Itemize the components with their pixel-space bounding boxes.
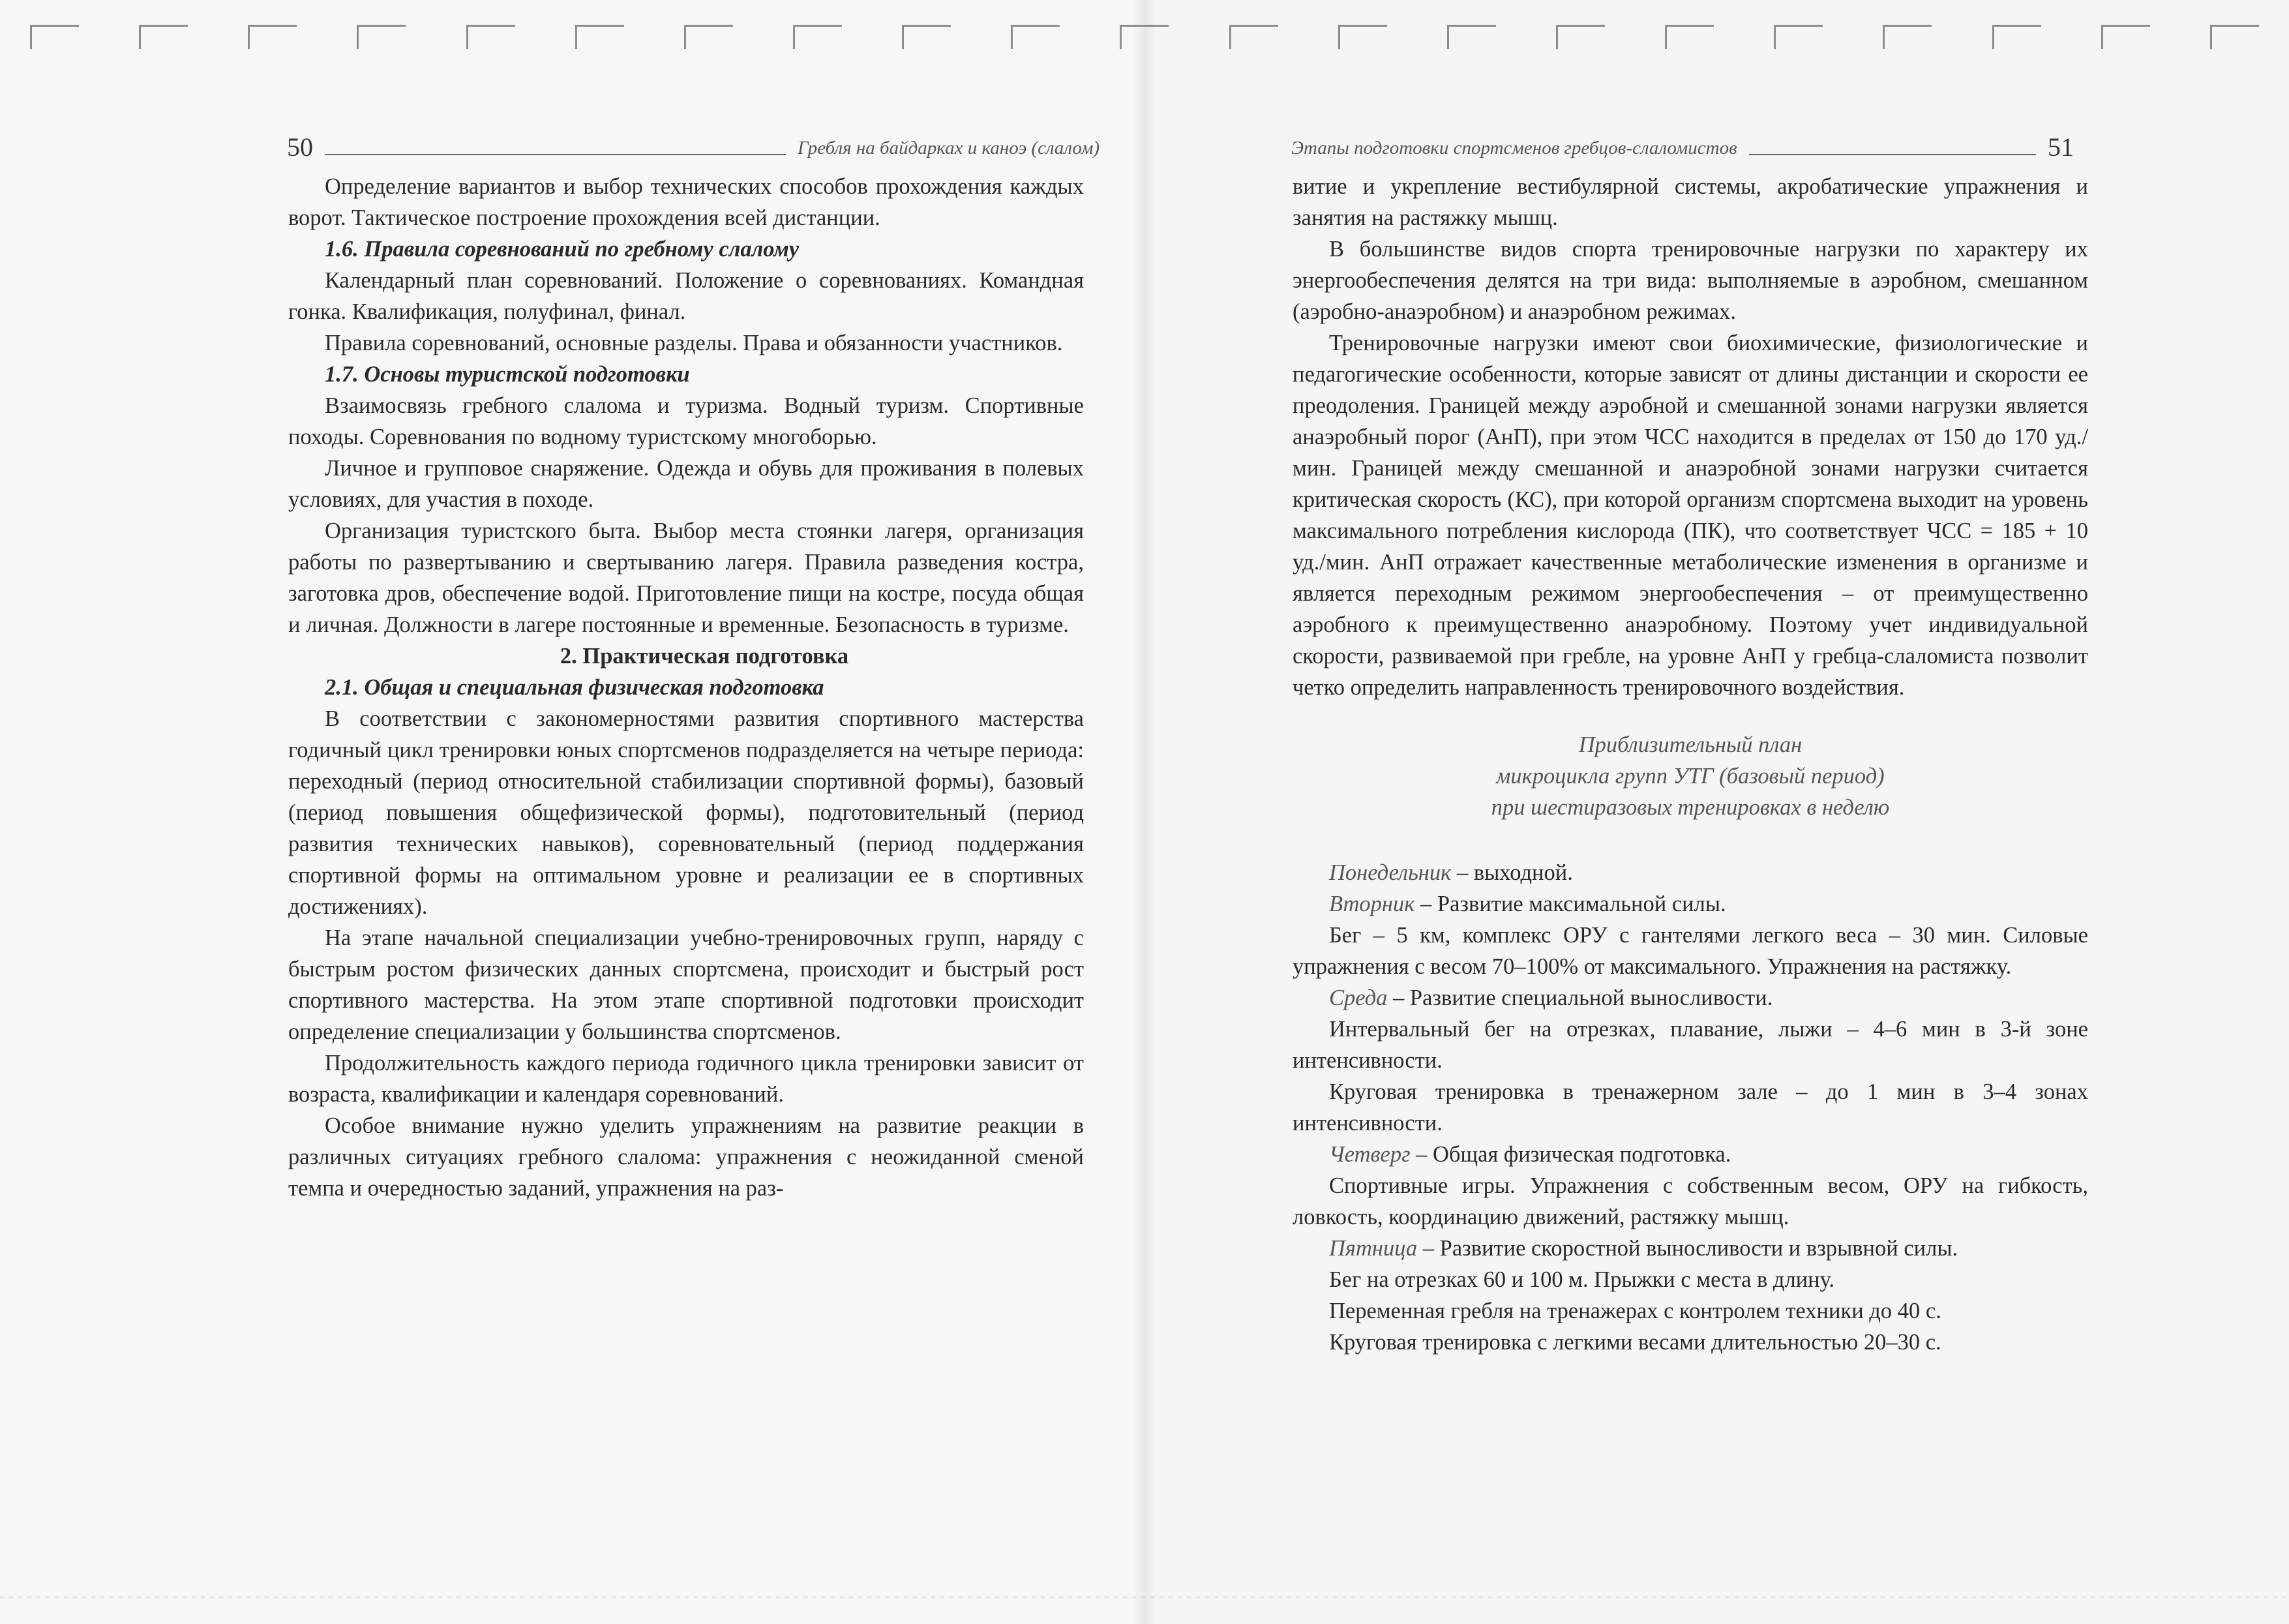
binding-mark xyxy=(30,25,79,49)
day-label: Вторник xyxy=(1329,892,1415,916)
header-rule xyxy=(1749,154,2036,155)
binding-mark xyxy=(248,25,297,49)
subsection-heading: 2.1. Общая и специальная физическая подготовка xyxy=(325,675,824,700)
paragraph: Бег на отрезках 60 и 100 м. Прыжки с места в длину. xyxy=(1329,1267,1835,1292)
schedule-monday xyxy=(1293,857,2088,888)
plan-title-line: Приблизительный план xyxy=(1578,732,1803,757)
paragraph: Спортивные игры. Упражнения с собственным весом, ОРУ на гибкость, ловкость, координацию движений, растяжку мышц. xyxy=(1293,1173,2088,1229)
binding-mark xyxy=(357,25,406,49)
binding-mark xyxy=(2210,25,2259,49)
paragraph: Организация туристского быта. Выбор места стоянки лагеря, организация работы по развертыванию и свертыванию лагеря. Правила разведения костра, заготовка дров, обеспечение водой. Приготовление пищи на костре, посуда общая и личная. Должности в лагере постоянные и временные. Безопасность в туризме. xyxy=(288,519,1084,637)
binding-mark xyxy=(139,25,188,49)
binding-mark xyxy=(793,25,842,49)
binding-mark xyxy=(1011,25,1060,49)
paragraph: В соответствии с закономерностями развития спортивного мастерства годичный цикл тренировки юных спортсменов подразделяется на четыре периода: переходный (период относительной стабилизации спортивной формы), базовый (период повышения общефизической формы), подготовительный (период развития технических навыков), соревновательный (период поддержания спортивной формы на оптимальном уровне и реализации ее в спортивных достижениях). xyxy=(288,706,1084,919)
binding-mark xyxy=(2101,25,2150,49)
binding-mark xyxy=(1120,25,1169,49)
binding-mark xyxy=(902,25,951,49)
plan-title-line: при шестиразовых тренировках в неделю xyxy=(1491,795,1890,820)
day-label: Среда xyxy=(1329,985,1388,1010)
binding-mark xyxy=(575,25,624,49)
section-title: 2. Практическая подготовка xyxy=(560,644,849,669)
binding-mark xyxy=(1883,25,1932,49)
left-running-head xyxy=(287,128,1100,160)
page-number-right: 51 xyxy=(2048,132,2074,162)
binding-mark xyxy=(466,25,515,49)
paragraph: Особое внимание нужно уделить упражнениям на развитие реакции в различных ситуациях гребного слалома: упражнения с неожиданной сменой темпа и очередностью заданий, упражнения на раз- xyxy=(288,1113,1084,1201)
paragraph: Тренировочные нагрузки имеют свои биохимические, физиологические и педагогические особенности, которые зависят от длины дистанции и скорости ее преодоления. Границей между аэробной и смешанной зонами нагрузки является анаэробный порог (АнП), при этом ЧСС находится в пределах от 150 до 170 уд./мин. Границей между смешанной и анаэробной зонами нагрузки считается критическая скорость (КС), при которой организм спортсмена выходит на уровень максимального потребления кислорода (ПК), что соответствует ЧСС = 185 + 10 уд./мин. АнП отражает качественные метаболические изменения в организме и является переходным режимом энергообеспечения – от преимущественно аэробного к преимущественно анаэробному. Поэтому учет индивидуальной скорости, развиваемой при гребле, на уровне АнП у гребца-слаломиста позволит четко определить направленность тренировочного воздействия. xyxy=(1293,331,2088,700)
subsection-heading: 1.7. Основы туристской подготовки xyxy=(325,362,690,387)
page-number-left: 50 xyxy=(287,132,313,162)
header-rule xyxy=(325,154,786,155)
binding-mark xyxy=(1556,25,1605,49)
day-description: – Развитие максимальной силы. xyxy=(1414,892,1726,916)
paragraph: Переменная гребля на тренажерах с контролем техники до 40 с. xyxy=(1329,1299,1941,1323)
paragraph: Определение вариантов и выбор технических способов прохождения каждых ворот. Тактическое построение прохождения всей дистанции. xyxy=(288,174,1084,230)
paragraph: Круговая тренировка в тренажерном зале – до 1 мин в 3–4 зонах интенсивности. xyxy=(1293,1079,2088,1135)
left-text-column xyxy=(288,171,1084,1204)
binding-mark xyxy=(684,25,733,49)
right-text-column xyxy=(1293,171,2088,1358)
day-description: – выходной. xyxy=(1451,860,1573,885)
paragraph: На этапе начальной специализации учебно-тренировочных групп, наряду с быстрым ростом физических данных спортсмена, происходит и быстрый рост спортивного мастерства. На этом этапе спортивной подготовки происходит определение специализации у большинства спортсменов. xyxy=(288,925,1084,1044)
binding-mark xyxy=(1774,25,1823,49)
binding-mark xyxy=(1992,25,2041,49)
binding-marks xyxy=(0,25,2289,51)
subsection-heading: 1.6. Правила соревнований по гребному слалому xyxy=(325,237,800,262)
book-gutter xyxy=(1133,0,1156,1624)
schedule-wednesday xyxy=(1293,982,2088,1014)
paragraph: В большинстве видов спорта тренировочные нагрузки по характеру их энергообеспечения делятся на три вида: выполняемые в аэробном, смешанном (аэробно-анаэробном) и анаэробном режимах. xyxy=(1293,237,2088,324)
day-label: Пятница xyxy=(1329,1236,1418,1261)
paragraph: Правила соревнований, основные разделы. Права и обязанности участников. xyxy=(325,331,1063,355)
binding-mark xyxy=(1229,25,1278,49)
day-label: Четверг xyxy=(1329,1142,1411,1167)
paragraph: Круговая тренировка с легкими весами длительностью 20–30 с. xyxy=(1329,1330,1941,1355)
running-title-right: Этапы подготовки спортсменов гребцов-слаломистов xyxy=(1291,138,1737,158)
schedule-thursday xyxy=(1293,1139,2088,1170)
day-description: – Общая физическая подготовка. xyxy=(1410,1142,1731,1167)
binding-mark xyxy=(1665,25,1714,49)
paragraph-continuation: витие и укрепление вестибулярной системы, акробатические упражнения и занятия на растяжку мышц. xyxy=(1293,174,2088,230)
paragraph: Продолжительность каждого периода годичного цикла тренировки зависит от возраста, квалификации и календаря соревнований. xyxy=(288,1051,1084,1107)
day-label: Понедельник xyxy=(1329,860,1452,885)
paragraph: Интервальный бег на отрезках, плавание, лыжи – 4–6 мин в 3-й зоне интенсивности. xyxy=(1293,1017,2088,1073)
schedule-tuesday xyxy=(1293,888,2088,920)
right-running-head xyxy=(1291,128,2074,160)
paragraph: Календарный план соревнований. Положение о соревнованиях. Командная гонка. Квалификация, полуфинал, финал. xyxy=(288,268,1084,324)
day-description: – Развитие специальной выносливости. xyxy=(1387,985,1773,1010)
plan-title-line: микроцикла групп УТГ (базовый период) xyxy=(1496,764,1885,789)
day-description: – Развитие скоростной выносливости и взрывной силы. xyxy=(1417,1236,1958,1261)
paragraph: Бег – 5 км, комплекс ОРУ с гантелями легкого веса – 30 мин. Силовые упражнения с весом 70–100% от максимального. Упражнения на растяжку. xyxy=(1293,923,2088,979)
scan-edge-noise xyxy=(0,1597,2289,1598)
schedule-friday xyxy=(1293,1233,2088,1264)
running-title-left: Гребля на байдарках и каноэ (слалом) xyxy=(798,138,1100,158)
plan-title xyxy=(1293,729,2088,823)
paragraph: Взаимосвязь гребного слалома и туризма. Водный туризм. Спортивные походы. Соревнования по водному туристскому многоборью. xyxy=(288,393,1084,449)
paragraph: Личное и групповое снаряжение. Одежда и обувь для проживания в полевых условиях, для участия в походе. xyxy=(288,456,1084,512)
binding-mark xyxy=(1447,25,1496,49)
binding-mark xyxy=(1338,25,1387,49)
